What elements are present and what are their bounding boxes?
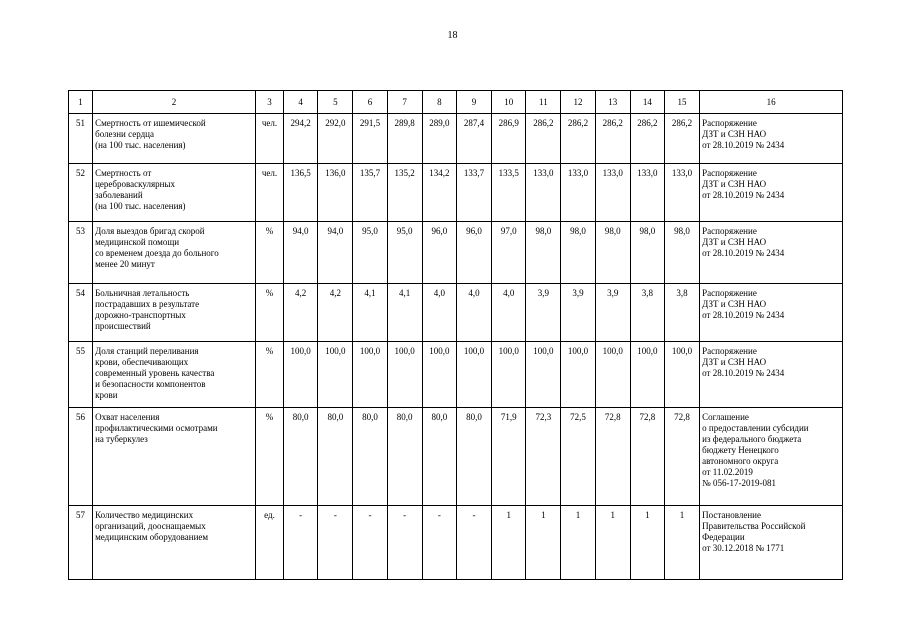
indicator-name-line: Больничная летальность [95,288,190,298]
indicator-name-line: профилактическими осмотрами [95,423,218,433]
header-cell: 10 [492,91,526,114]
source-document-line: Постановление [702,510,761,520]
source-document [700,408,843,506]
value-cell: 80,0 [284,408,318,506]
unit-cell: % [255,342,283,408]
indicator-name [93,222,256,284]
table-row [69,284,843,342]
source-document-line: из федерального бюджета [702,434,802,444]
value-cell: 100,0 [353,342,387,408]
table-row [69,222,843,284]
header-cell: 3 [255,91,283,114]
source-document [700,342,843,408]
value-cell: 80,0 [353,408,387,506]
value-cell: 294,2 [284,114,318,164]
source-document [700,164,843,222]
row-number: 53 [69,222,93,284]
table-row [69,164,843,222]
header-cell: 1 [69,91,93,114]
value-cell: 96,0 [456,222,491,284]
indicator-name-line: Количество медицинских [95,510,194,520]
indicator-name-line: со временем доезда до больного [95,248,219,258]
value-cell: 4,0 [422,284,456,342]
value-cell: 72,3 [526,408,561,506]
value-cell: 133,0 [630,164,664,222]
value-cell: 133,0 [595,164,630,222]
value-cell: 100,0 [456,342,491,408]
table-row [69,408,843,506]
source-document-line: ДЗТ и СЗН НАО [702,237,767,247]
value-cell: 98,0 [595,222,630,284]
row-number: 56 [69,408,93,506]
value-cell: 95,0 [353,222,387,284]
value-cell: 286,2 [561,114,595,164]
source-document-line: от 28.10.2019 № 2434 [702,140,785,150]
indicator-name [93,342,256,408]
value-cell: 96,0 [422,222,456,284]
row-number: 55 [69,342,93,408]
value-cell: 3,9 [595,284,630,342]
value-cell: 1 [664,506,699,580]
unit-cell: чел. [255,164,283,222]
indicator-name-line: пострадавших в результате [95,299,200,309]
indicator-name-line: (на 100 тыс. населения) [95,140,186,150]
indicator-name-line: происшествий [95,321,151,331]
header-cell: 4 [284,91,318,114]
value-cell: 80,0 [318,408,353,506]
value-cell: 72,8 [595,408,630,506]
value-cell: 100,0 [664,342,699,408]
value-cell: 71,9 [492,408,526,506]
header-cell: 12 [561,91,595,114]
unit-cell: % [255,222,283,284]
value-cell: 133,0 [526,164,561,222]
indicator-name [93,506,256,580]
value-cell: 1 [630,506,664,580]
value-cell: - [318,506,353,580]
value-cell: 100,0 [492,342,526,408]
value-cell: 100,0 [595,342,630,408]
indicator-name-line: медицинской помощи [95,237,180,247]
value-cell: 80,0 [387,408,422,506]
source-document-line: Соглашение [702,412,749,422]
table-row [69,114,843,164]
source-document-line: Распоряжение [702,118,757,128]
header-cell: 8 [422,91,456,114]
value-cell: 286,2 [630,114,664,164]
value-cell: 94,0 [284,222,318,284]
source-document [700,114,843,164]
row-number: 51 [69,114,93,164]
value-cell: 100,0 [284,342,318,408]
value-cell: - [387,506,422,580]
indicator-name-line: цереброваскулярных [95,179,175,189]
value-cell: 95,0 [387,222,422,284]
value-cell: 100,0 [318,342,353,408]
value-cell: 72,8 [664,408,699,506]
source-document-line: Правительства Российской [702,521,806,531]
value-cell: 292,0 [318,114,353,164]
value-cell: 4,2 [318,284,353,342]
indicator-name-line: Доля станций переливания [95,346,199,356]
indicator-name-line: менее 20 минут [95,259,155,269]
header-row [69,91,843,114]
value-cell: 80,0 [456,408,491,506]
indicator-name-line: крови, обеспечивающих [95,357,189,367]
source-document-line: Распоряжение [702,226,757,236]
value-cell: 94,0 [318,222,353,284]
indicator-name-line: на туберкулез [95,434,148,444]
value-cell: 1 [595,506,630,580]
header-cell: 7 [387,91,422,114]
value-cell: 4,1 [387,284,422,342]
value-cell: 286,2 [526,114,561,164]
value-cell: 98,0 [664,222,699,284]
value-cell: 72,5 [561,408,595,506]
value-cell: 289,8 [387,114,422,164]
value-cell: 133,7 [456,164,491,222]
source-document-line: Распоряжение [702,346,757,356]
source-document-line: Распоряжение [702,168,757,178]
value-cell: 3,9 [526,284,561,342]
source-document-line: от 28.10.2019 № 2434 [702,190,785,200]
indicator-name [93,408,256,506]
value-cell: 98,0 [630,222,664,284]
value-cell: 100,0 [526,342,561,408]
header-cell: 15 [664,91,699,114]
value-cell: 100,0 [387,342,422,408]
value-cell: 286,2 [664,114,699,164]
indicator-name-line: Смертность от ишемической [95,118,206,128]
source-document-line: от 28.10.2019 № 2434 [702,310,785,320]
value-cell: 80,0 [422,408,456,506]
value-cell: 3,8 [664,284,699,342]
value-cell: 136,0 [318,164,353,222]
source-document-line: ДЗТ и СЗН НАО [702,129,767,139]
value-cell: 1 [561,506,595,580]
value-cell: 4,1 [353,284,387,342]
table-row [69,506,843,580]
indicator-name-line: Охват населения [95,412,160,422]
indicator-name [93,114,256,164]
value-cell: 3,9 [561,284,595,342]
header-cell: 5 [318,91,353,114]
source-document-line: № 056-17-2019-081 [702,478,776,488]
value-cell: 98,0 [526,222,561,284]
source-document-line: Распоряжение [702,288,757,298]
value-cell: 100,0 [422,342,456,408]
source-document-line: бюджету Ненецкого [702,445,779,455]
indicator-name-line: и безопасности компонентов [95,379,206,389]
value-cell: 133,0 [561,164,595,222]
value-cell: 289,0 [422,114,456,164]
row-number: 52 [69,164,93,222]
header-cell: 13 [595,91,630,114]
indicator-name-line: современный уровень качества [95,368,215,378]
value-cell: 133,0 [664,164,699,222]
indicator-name-line: медицинским оборудованием [95,532,209,542]
source-document-line: ДЗТ и СЗН НАО [702,299,767,309]
indicator-name-line: организаций, дооснащаемых [95,521,206,531]
header-cell: 9 [456,91,491,114]
value-cell: 97,0 [492,222,526,284]
source-document [700,222,843,284]
value-cell: - [284,506,318,580]
row-number: 57 [69,506,93,580]
page-number: 18 [447,30,458,41]
source-document-line: ДЗТ и СЗН НАО [702,179,767,189]
source-document-line: ДЗТ и СЗН НАО [702,357,767,367]
header-cell: 6 [353,91,387,114]
value-cell: 4,0 [456,284,491,342]
indicator-name-line: болезни сердца [95,129,154,139]
unit-cell: % [255,284,283,342]
row-number: 54 [69,284,93,342]
unit-cell: чел. [255,114,283,164]
value-cell: 287,4 [456,114,491,164]
value-cell: 100,0 [630,342,664,408]
source-document-line: от 30.12.2018 № 1771 [702,543,785,553]
value-cell: 286,9 [492,114,526,164]
value-cell: 135,2 [387,164,422,222]
header-cell: 16 [700,91,843,114]
indicator-name-line: дорожно-транспортных [95,310,186,320]
table-row [69,342,843,408]
value-cell: 134,2 [422,164,456,222]
value-cell: 1 [492,506,526,580]
header-cell: 11 [526,91,561,114]
value-cell: - [422,506,456,580]
unit-cell: ед. [255,506,283,580]
value-cell: 1 [526,506,561,580]
indicator-name-line: Доля выездов бригад скорой [95,226,205,236]
value-cell: 72,8 [630,408,664,506]
source-document-line: Федерации [702,532,745,542]
indicator-name-line: Смертность от [95,168,152,178]
source-document-line: от 11.02.2019 [702,467,753,477]
header-cell: 2 [93,91,256,114]
value-cell: 4,2 [284,284,318,342]
value-cell: - [456,506,491,580]
value-cell: 286,2 [595,114,630,164]
value-cell: 135,7 [353,164,387,222]
source-document-line: от 28.10.2019 № 2434 [702,248,785,258]
header-cell: 14 [630,91,664,114]
indicator-name-line: крови [95,390,118,400]
indicators-table [68,90,843,580]
indicator-name [93,284,256,342]
value-cell: 291,5 [353,114,387,164]
value-cell: 98,0 [561,222,595,284]
value-cell: - [353,506,387,580]
source-document-line: от 28.10.2019 № 2434 [702,368,785,378]
value-cell: 133,5 [492,164,526,222]
value-cell: 136,5 [284,164,318,222]
unit-cell: % [255,408,283,506]
indicator-name-line: заболеваний [95,190,143,200]
indicator-name [93,164,256,222]
source-document [700,506,843,580]
source-document-line: о предоставлении субсидии [702,423,809,433]
source-document [700,284,843,342]
value-cell: 3,8 [630,284,664,342]
source-document-line: автономного округа [702,456,779,466]
indicator-name-line: (на 100 тыс. населения) [95,201,186,211]
value-cell: 4,0 [492,284,526,342]
value-cell: 100,0 [561,342,595,408]
